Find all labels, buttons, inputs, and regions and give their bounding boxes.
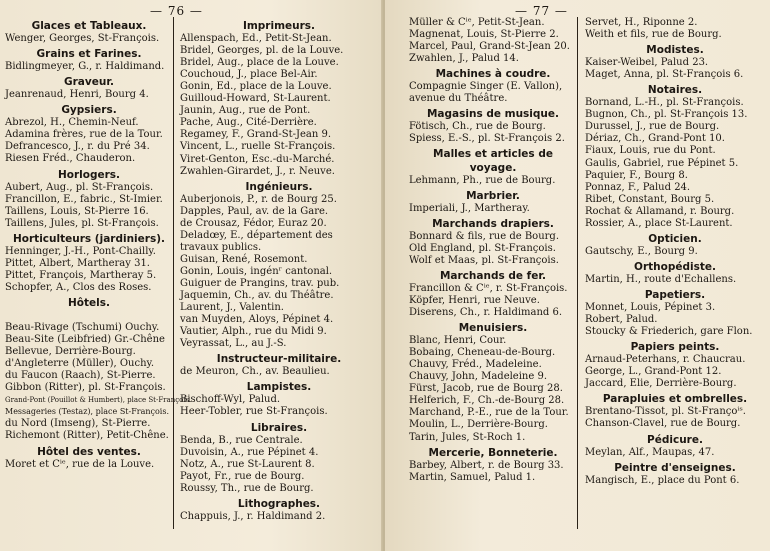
section-heading: Horlogers. [57,168,121,181]
section-heading: Menuisiers. [458,322,528,335]
directory-entry: Kaiser-Weibel, Palud 23. [585,57,709,69]
left-page [0,0,383,551]
directory-entry: Helferich, F., Ch.-de-Bourg 28. [409,395,565,407]
directory-entry: Allenspach, Ed., Petit-St-Jean. [180,33,332,45]
directory-entry: Beau-Rivage (Tschumi) Ouchy. [5,322,160,334]
directory-entry: Bornand, L.-H., pl. St-François. [585,97,744,109]
section-heading: Papetiers. [644,288,706,301]
section-heading: Pédicure. [647,433,703,446]
directory-entry: Gonin, Louis, ingénʳ cantonal. [180,265,333,277]
directory-entry: Ribet, Constant, Bourg 5. [585,193,715,205]
right-column-2 [585,17,765,487]
page-number: — 76 — [150,4,203,18]
directory-entry: Chauvy, Fréd., Madeleine. [409,359,542,371]
page-number: — 77 — [515,4,568,18]
directory-entry: Fiaux, Louis, rue du Pont. [585,145,716,157]
directory-entry: Auberjonois, P., r. de Bourg 25. [180,193,337,205]
directory-entry: Gaulis, Gabriel, rue Pépinet 5. [585,157,739,169]
left-column-1 [5,17,192,529]
directory-entry: Diserens, Ch., r. Haldimand 6. [409,307,563,319]
section-heading: Modistes. [646,44,704,57]
directory-entry: Dériaz, Ch., Grand-Pont 10. [585,133,725,145]
spacer [5,310,173,322]
section-heading: Marchands drapiers. [432,217,554,230]
directory-entry: Heer-Tobler, rue St-François. [180,406,328,418]
directory-entry: Magnenat, Louis, St-Pierre 2. [409,29,559,41]
directory-entry: Richemont (Ritter), Petit-Chêne. [5,430,169,442]
directory-entry: Abrezol, H., Chemin-Neuf. [5,117,139,129]
directory-entry: Monnet, Louis, Pépinet 3. [585,302,716,314]
section-heading: Opticien. [648,232,702,245]
section-heading: Marbrier. [466,189,520,202]
directory-entry: Vincent, L., ruelle St-François. [180,141,336,153]
directory-entry: de Crousaz, Fédor, Euraz 20. [180,217,327,229]
directory-entry: Francillon & Cⁱᵉ, r. St-François. [409,282,568,294]
directory-entry: Jaccard, Elie, Derrière-Bourg. [585,378,737,390]
directory-entry: Brentano-Tissot, pl. St-Françoⁱˢ. [585,406,746,418]
directory-entry: Taillens, Louis, St-Pierre 16. [5,205,149,217]
right-column-1 [409,17,578,529]
directory-entry: Deladœy, E., département des [180,229,333,241]
directory-entry: Durussel, J., rue de Bourg. [585,121,720,133]
directory-entry: Roussy, Th., rue de Bourg. [180,482,314,494]
directory-entry: Martin, Samuel, Palud 1. [409,471,536,483]
section-heading: Grains et Farines. [36,48,142,61]
directory-entry: Dapples, Paul, av. de la Gare. [180,205,329,217]
directory-entry: Guilloud-Howard, St-Laurent. [180,93,331,105]
directory-entry: Compagnie Singer (E. Vallon), [409,81,563,93]
directory-entry: Imperiali, J., Martheray. [409,202,530,214]
section-heading: Magasins de musique. [426,108,560,121]
directory-entry: Notz, A., rue St-Laurent 8. [180,458,315,470]
directory-entry: Spiess, E.-S., pl. St-François 2. [409,133,565,145]
section-heading: Graveur. [64,76,114,89]
directory-entry: Beau-Site (Leibfried) Gr.-Chêne [5,334,165,346]
section-heading: Libraires. [250,421,308,434]
directory-entry: Fötisch, Ch., rue de Bourg. [409,121,546,133]
directory-entry: Chanson-Clavel, rue de Bourg. [585,418,741,430]
section-heading: Lithographes. [237,497,321,510]
directory-entry: Jaquemin, Ch., av. du Théâtre. [180,290,334,302]
directory-entry: Bellevue, Derrière-Bourg. [5,346,136,358]
directory-entry: George, L., Grand-Pont 12. [585,366,722,378]
directory-entry: Marcel, Paul, Grand-St-Jean 20. [409,41,570,53]
directory-entry: Vautier, Alph., rue du Midi 9. [180,326,327,338]
directory-entry: Adamina frères, rue de la Tour. [5,129,163,141]
directory-entry: Rossier, A., place St-Laurent. [585,217,733,229]
directory-entry: Wolf et Maas, pl. St-François. [409,254,559,266]
directory-entry: Taillens, Jules, pl. St-François. [5,217,159,229]
directory-entry: Moulin, L., Derrière-Bourg. [409,419,548,431]
section-heading: voyage. [469,161,517,174]
section-heading: Marchands de fer. [439,269,547,282]
directory-entry: Jaunin, Aug., rue de Pont. [180,105,311,117]
directory-entry: Francillon, E., fabric., St-Imier. [5,193,163,205]
directory-entry: Martin, H., route d'Echallens. [585,273,737,285]
section-heading: Glaces et Tableaux. [31,20,147,32]
section-heading: Imprimeurs. [242,20,316,32]
directory-entry: Henninger, J.-H., Pont-Chailly. [5,245,156,257]
directory-entry: Moret et Cⁱᵉ, rue de la Louve. [5,458,155,470]
directory-entry: d'Angleterre (Müller), Ouchy. [5,358,155,370]
directory-entry: Guisan, René, Rosemont. [180,253,308,265]
directory-entry: Weith et fils, rue de Bourg. [585,29,722,41]
directory-entry: Bischoff-Wyl, Palud. [180,394,281,406]
directory-entry: Jeanrenaud, Henri, Bourg 4. [5,89,149,101]
directory-entry: Viret-Genton, Esc.-du-Marché. [180,153,335,165]
section-heading: Hôtels. [68,296,110,309]
directory-entry: Laurent, J., Valentin. [180,302,284,314]
directory-entry: Payot, Fr., rue de Bourg. [180,470,305,482]
directory-entry: Marchand, P.-E., rue de la Tour. [409,407,569,419]
directory-entry: Benda, B., rue Centrale. [180,434,303,446]
directory-entry: Pittet, Albert, Martheray 31. [5,257,150,269]
section-heading: Gypsiers. [61,104,117,117]
section-heading: Notaires. [647,84,703,97]
directory-entry: Stoucky & Friederich, gare Flon. [585,326,753,338]
directory-entry: Ponnaz, F., Palud 24. [585,181,691,193]
directory-entry: Bridel, Aug., place de la Louve. [180,57,339,69]
directory-entry: Zwahlen, J., Palud 14. [409,53,519,65]
directory-entry: Rochat & Allamand, r. Bourg. [585,205,735,217]
directory-entry: Pittet, François, Martheray 5. [5,269,157,281]
directory-entry: Chappuis, J., r. Haldimand 2. [180,510,326,522]
section-heading: Malles et articles de [433,148,553,161]
directory-entry: de Meuron, Ch., av. Beaulieu. [180,366,330,378]
directory-entry: Pache, Aug., Cité-Derrière. [180,117,317,129]
directory-entry: Couchoud, J., place Bel-Air. [180,69,318,81]
directory-entry: Grand-Pont (Pouillot & Humbert), place St-François. [5,396,192,405]
directory-entry: Bobaing, Cheneau-de-Bourg. [409,347,556,359]
directory-entry: Paquier, F., Bourg 8. [585,169,688,181]
directory-entry: Wenger, Georges, St-François. [5,33,160,45]
directory-entry: Aubert, Aug., pl. St-François. [5,181,154,193]
directory-entry: Regamey, F., Grand-St-Jean 9. [180,129,332,141]
directory-entry: du Nord (Imseng), St-Pierre. [5,418,151,430]
directory-entry: Fürst, Jacob, rue de Bourg 28. [409,383,563,395]
directory-entry: Maget, Anna, pl. St-François 6. [585,69,744,81]
directory-entry: van Muyden, Aloys, Pépinet 4. [180,314,334,326]
directory-entry: Gonin, Ed., place de la Louve. [180,81,332,93]
directory-entry: Chauvy, John, Madeleine 9. [409,371,548,383]
section-heading: Papiers peints. [630,341,720,354]
directory-entry: Bugnon, Ch., pl. St-François 13. [585,109,748,121]
directory-entry: Arnaud-Peterhans, r. Chaucrau. [585,354,746,366]
right-page [385,0,770,551]
section-heading: Hôtel des ventes. [37,445,141,458]
section-heading: Parapluies et ombrelles. [602,393,748,406]
directory-entry: Riesen Fréd., Chauderon. [5,153,136,165]
section-heading: Ingénieurs. [245,180,313,193]
section-heading: Instructeur-militaire. [216,353,342,366]
section-heading: Orthopédiste. [634,260,716,273]
directory-entry: Old England, pl. St-François. [409,242,556,254]
directory-entry: Robert, Palud. [585,314,658,326]
directory-entry: Lehmann, Ph., rue de Bourg. [409,174,556,186]
directory-entry: Duvoisin, A., rue Pépinet 4. [180,446,319,458]
directory-entry: Blanc, Henri, Cour. [409,335,507,347]
directory-entry: Servet, H., Riponne 2. [585,17,698,28]
left-column-2 [180,17,378,523]
directory-entry: Bonnard & fils, rue de Bourg. [409,230,559,242]
section-heading: Mercerie, Bonneterie. [428,446,558,459]
directory-entry: Zwahlen-Girardet, J., r. Neuve. [180,165,335,177]
directory-entry: Guiguer de Prangins, trav. pub. [180,277,340,289]
section-heading: Peintre d'enseignes. [614,461,736,474]
directory-entry: Gibbon (Ritter), pl. St-François. [5,382,166,394]
directory-entry: Tarin, Jules, St-Roch 1. [409,431,526,443]
directory-entry: Bidlingmeyer, G., r. Haldimand. [5,61,165,73]
directory-entry: Messageries (Testaz), place St-François. [5,407,170,417]
directory-entry: travaux publics. [180,241,262,253]
directory-entry: Barbey, Albert, r. de Bourg 33. [409,459,564,471]
directory-entry: Schopfer, A., Clos des Roses. [5,281,152,293]
section-heading: Horticulteurs (jardiniers). [13,232,165,245]
directory-entry: Defrancesco, J., r. du Pré 34. [5,141,150,153]
directory-entry: Mangisch, E., place du Pont 6. [585,474,740,486]
directory-entry: Bridel, Georges, pl. de la Louve. [180,45,344,57]
directory-entry: Veyrassat, L., au J.-S. [180,338,287,350]
directory-entry: Gautschy, E., Bourg 9. [585,245,698,257]
section-heading: Machines à coudre. [435,68,551,81]
directory-entry: avenue du Théâtre. [409,93,508,105]
directory-entry: Meylan, Alf., Maupas, 47. [585,446,715,458]
directory-entry: du Faucon (Raach), St-Pierre. [5,370,156,382]
directory-entry: Müller & Cⁱᵉ, Petit-St-Jean. [409,17,545,28]
section-heading: Lampistes. [246,381,312,394]
directory-entry: Köpfer, Henri, rue Neuve. [409,294,540,306]
